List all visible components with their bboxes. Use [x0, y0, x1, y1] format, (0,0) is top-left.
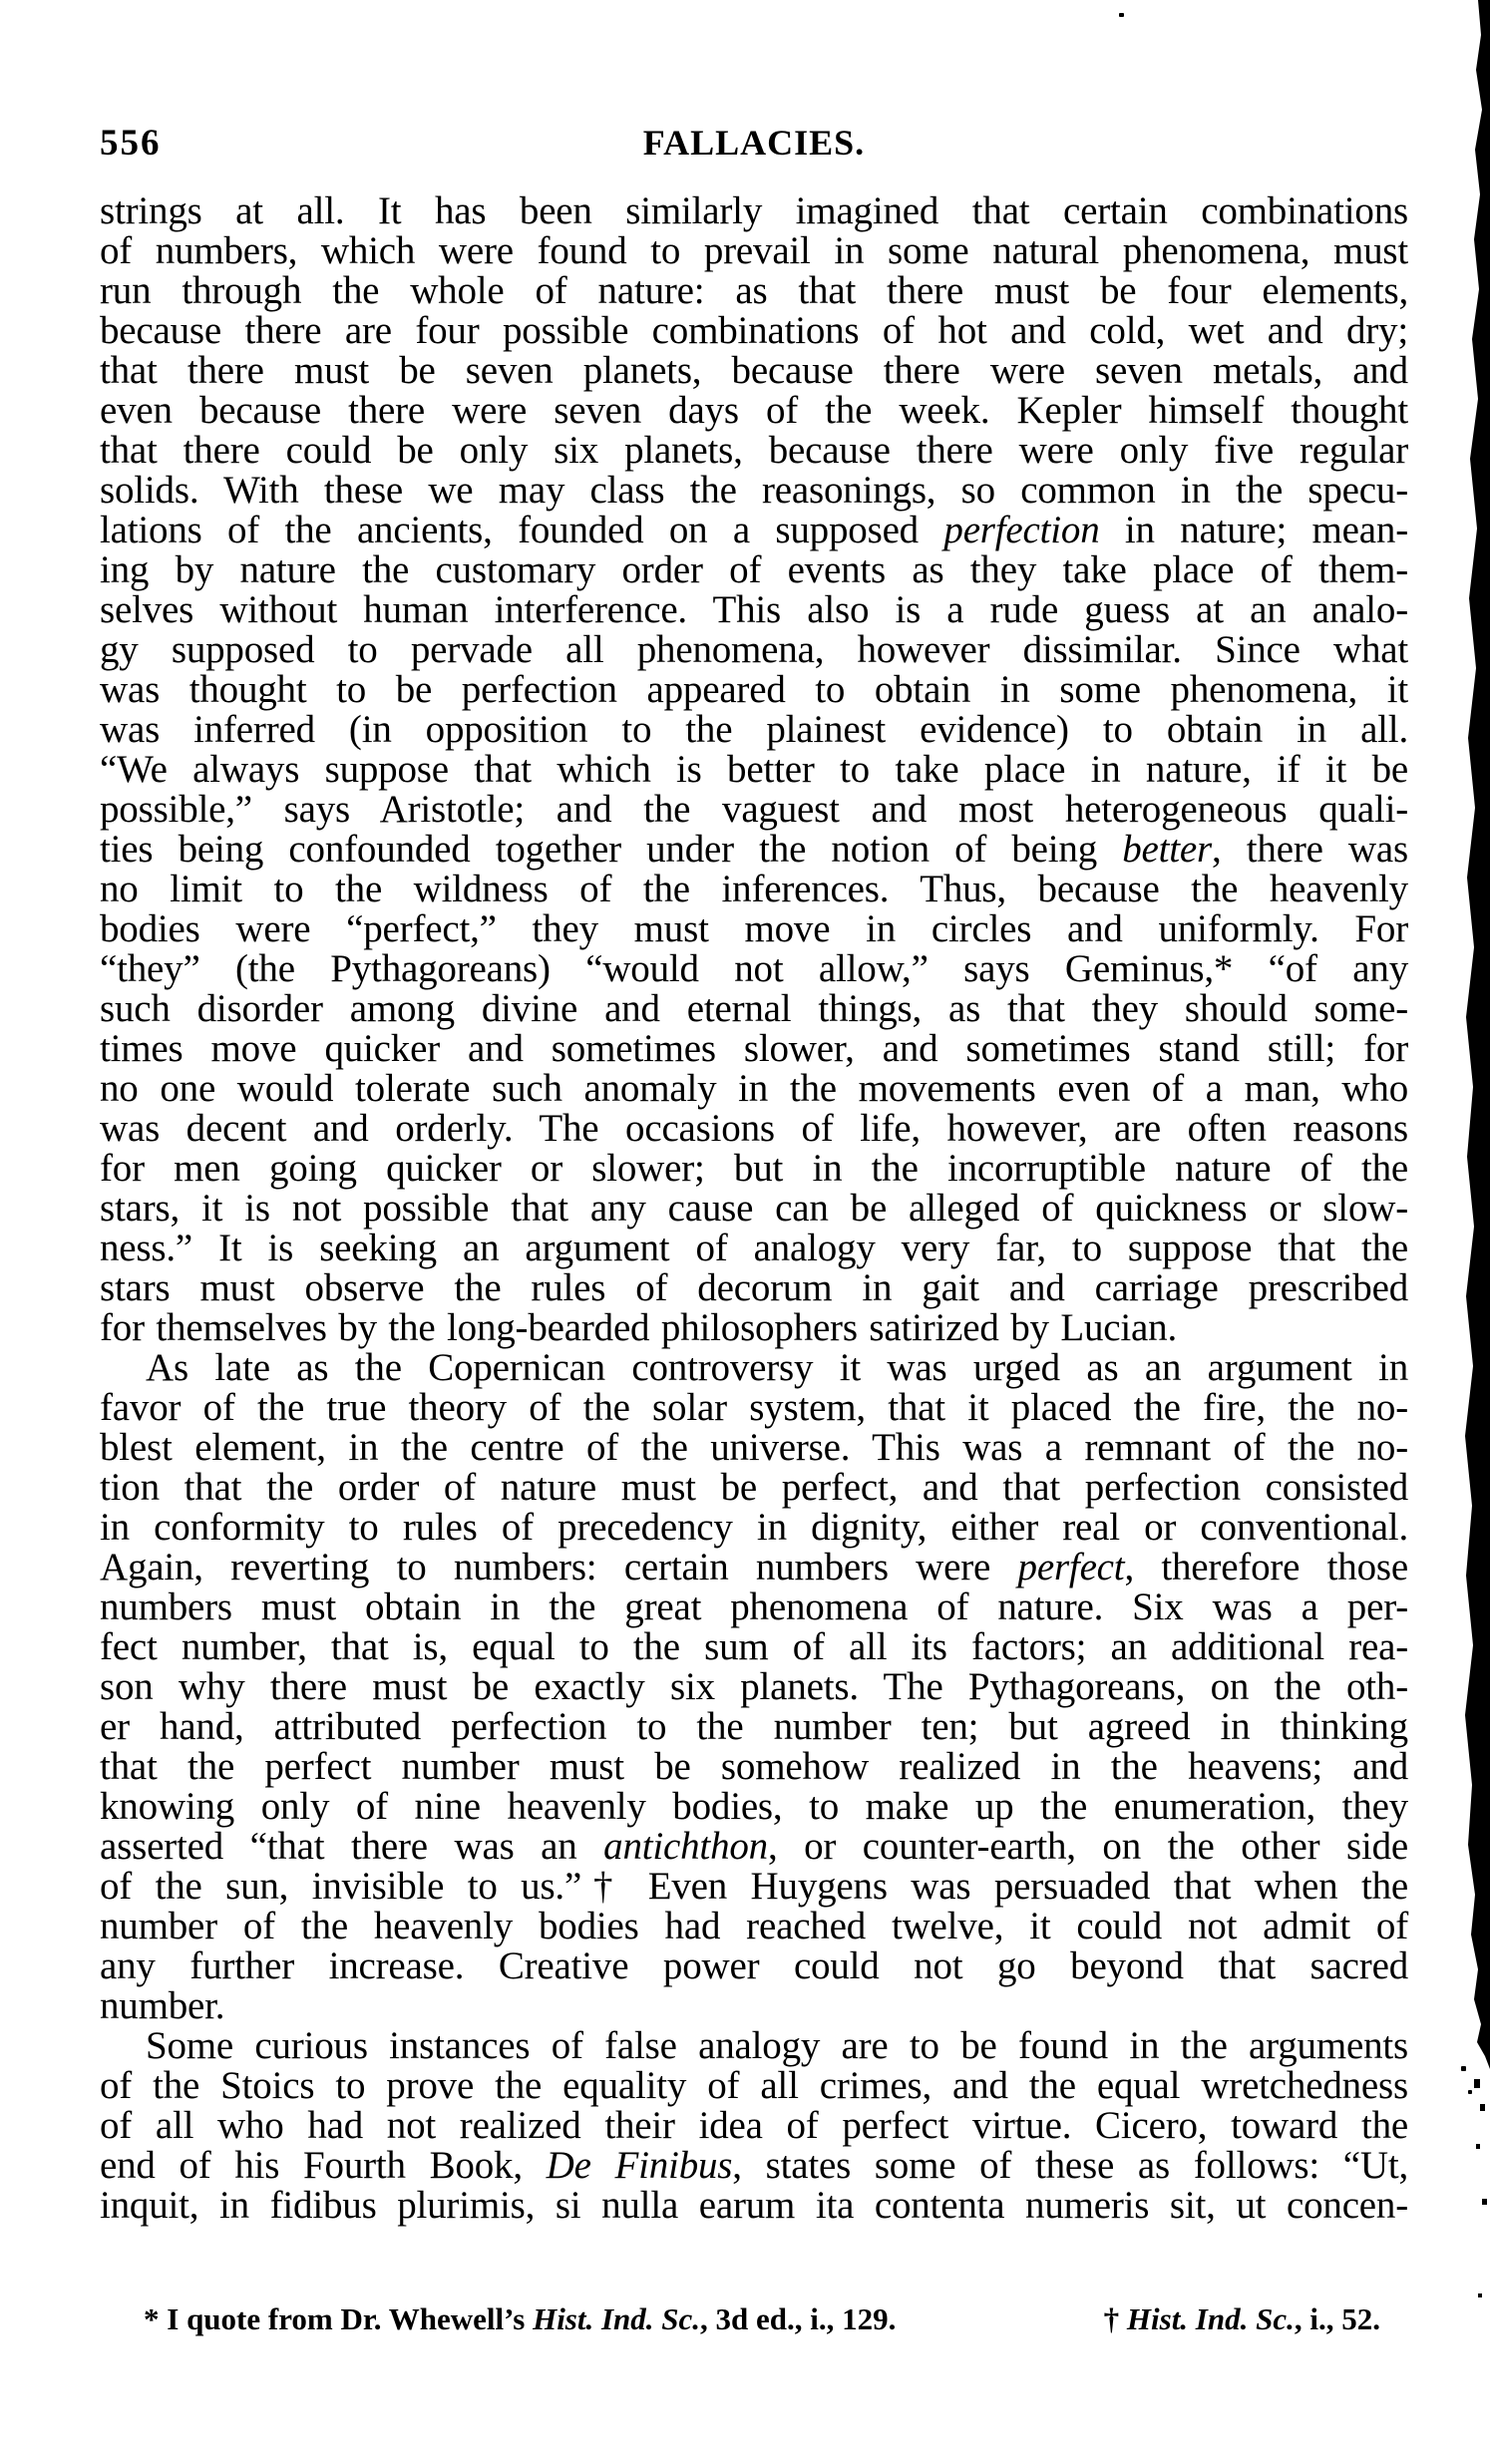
- italic-text-run: better: [1122, 828, 1213, 871]
- footnote: [100, 2301, 1408, 2337]
- text-line: [100, 1109, 1408, 1149]
- text-run: “they” (the Pythagoreans) “would not allow,” says Geminus,* “of any: [100, 947, 1408, 990]
- text-run: inquit, in fidibus plurimis, si nulla earum ita contenta numeris sit, ut concen-: [100, 2184, 1408, 2227]
- text-run: Again, reverting to numbers: certain numbers were: [100, 1546, 1018, 1588]
- text-line: [100, 2026, 1408, 2066]
- text-run: , there was: [1212, 828, 1408, 871]
- italic-text-run: Hist. Ind. Sc.: [1126, 2301, 1295, 2336]
- text-run: As late as the Copernican controversy it was urged as an argument in: [146, 1346, 1408, 1389]
- text-run: solids. With these we may class the reasonings, so common in the specu-: [100, 469, 1408, 512]
- text-run: run through the whole of nature: as that there must be four elements,: [100, 269, 1408, 312]
- text-line: [100, 1548, 1408, 1587]
- text-run: was decent and orderly. The occasions of life, however, are often reasons: [100, 1107, 1408, 1150]
- text-line: [100, 1907, 1408, 1946]
- text-run: no one would tolerate such anomaly in the movements even of a man, who: [100, 1067, 1408, 1110]
- text-run: possible,” says Aristotle; and the vaguest and most heterogeneous quali-: [100, 788, 1408, 831]
- scan-edge-artifact: [1464, 0, 1490, 2464]
- speckle: [1461, 2066, 1466, 2071]
- text-line: [100, 550, 1408, 590]
- text-line: [100, 790, 1408, 830]
- text-run: , therefore those: [1124, 1546, 1408, 1588]
- text-run: asserted “that there was an: [100, 1825, 604, 1868]
- text-line: [100, 2186, 1408, 2226]
- text-line: [100, 710, 1408, 750]
- italic-text-run: Hist. Ind. Sc.: [533, 2301, 701, 2336]
- text-run: of numbers, which were found to prevail in some natural phenomena, must: [100, 229, 1408, 272]
- text-run: that there could be only six planets, because there were only five regular: [100, 429, 1408, 472]
- italic-text-run: perfection: [943, 509, 1100, 551]
- footnote-first: [144, 2301, 896, 2337]
- text-line: [100, 1189, 1408, 1229]
- text-line: [100, 1149, 1408, 1189]
- text-line: [100, 1707, 1408, 1747]
- text-run: blest element, in the centre of the universe. This was a remnant of the no-: [100, 1426, 1408, 1469]
- text-run: stars, it is not possible that any cause can be alleged of quickness or slow-: [100, 1187, 1408, 1230]
- text-run: of the sun, invisible to us.”† Even Huygens was persuaded that when the: [100, 1865, 1408, 1908]
- text-line: [100, 630, 1408, 670]
- text-line: [100, 1787, 1408, 1827]
- text-line: [100, 191, 1408, 231]
- text-line: [100, 311, 1408, 351]
- text-run: gy supposed to pervade all phenomena, however dissimilar. Since what: [100, 628, 1408, 671]
- text-line: [100, 1308, 1408, 1348]
- speckle: [1119, 13, 1124, 17]
- page-number: 556: [100, 123, 162, 164]
- text-line: [100, 909, 1408, 949]
- text-line: [100, 431, 1408, 471]
- text-line: [100, 590, 1408, 630]
- text-run: was inferred (in opposition to the plainest evidence) to obtain in all.: [100, 708, 1408, 751]
- text-run: stars must observe the rules of decorum in gait and carriage prescribed: [100, 1266, 1408, 1309]
- text-line: [100, 471, 1408, 511]
- text-run: no limit to the wildness of the inferences. Thus, because the heavenly: [100, 868, 1408, 910]
- text-line: [100, 830, 1408, 870]
- text-run: fect number, that is, equal to the sum of all its factors; an additional rea-: [100, 1625, 1408, 1668]
- text-run: son why there must be exactly six planets. The Pythagoreans, on the oth-: [100, 1665, 1408, 1708]
- text-line: [100, 1268, 1408, 1308]
- text-run: for themselves by the long-bearded philosophers satirized by Lucian.: [100, 1306, 1178, 1349]
- text-run: ness.” It is seeking an argument of analogy very far, to suppose that the: [100, 1227, 1408, 1269]
- text-run: * I quote from Dr. Whewell’s: [144, 2301, 534, 2336]
- text-line: [100, 351, 1408, 391]
- text-run: such disorder among divine and eternal things, as that they should some-: [100, 987, 1408, 1030]
- text-line: [100, 1508, 1408, 1548]
- text-line: [100, 1867, 1408, 1907]
- text-run: was thought to be perfection appeared to obtain in some phenomena, it: [100, 668, 1408, 711]
- text-line: [100, 1229, 1408, 1268]
- text-run: number of the heavenly bodies had reached twelve, it could not admit of: [100, 1905, 1408, 1947]
- text-line: [100, 2106, 1408, 2146]
- text-run: bodies were “perfect,” they must move in circles and uniformly. For: [100, 907, 1408, 950]
- text-line: [100, 1388, 1408, 1428]
- text-run: in nature; mean-: [1099, 509, 1408, 551]
- text-line: [100, 271, 1408, 311]
- text-run: any further increase. Creative power could not go beyond that sacred: [100, 1944, 1408, 1987]
- text-line: [100, 1986, 1408, 2026]
- text-line: [100, 391, 1408, 431]
- text-run: lations of the ancients, founded on a supposed: [100, 509, 944, 551]
- text-line: [100, 670, 1408, 710]
- text-line: [100, 870, 1408, 909]
- text-run: †: [1103, 2301, 1127, 2336]
- text-run: times move quicker and sometimes slower, and sometimes stand still; for: [100, 1027, 1408, 1070]
- text-run: even because there were seven days of the week. Kepler himself thought: [100, 389, 1408, 432]
- text-line: [100, 1468, 1408, 1508]
- text-run: knowing only of nine heavenly bodies, to make up the enumeration, they: [100, 1785, 1408, 1828]
- text-line: [100, 1428, 1408, 1468]
- text-run: in conformity to rules of precedency in dignity, either real or conventional.: [100, 1506, 1408, 1549]
- text-line: [100, 511, 1408, 550]
- text-run: “We always suppose that which is better to take place in nature, if it be: [100, 748, 1408, 791]
- text-run: numbers must obtain in the great phenomena of nature. Six was a per-: [100, 1585, 1408, 1628]
- text-run: ing by nature the customary order of events as they take place of them-: [100, 548, 1408, 591]
- text-line: [100, 1587, 1408, 1627]
- text-run: , states some of these as follows: “Ut,: [732, 2144, 1409, 2187]
- text-line: [100, 1747, 1408, 1787]
- text-run: that there must be seven planets, because there were seven metals, and: [100, 349, 1408, 392]
- italic-text-run: antichthon: [603, 1825, 768, 1868]
- text-run: because there are four possible combinations of hot and cold, wet and dry;: [100, 309, 1408, 352]
- text-line: [100, 750, 1408, 790]
- italic-text-run: perfect: [1017, 1546, 1125, 1588]
- text-run: er hand, attributed perfection to the number ten; but agreed in thinking: [100, 1705, 1408, 1748]
- text-line: [100, 949, 1408, 989]
- footnote-second: [1104, 2301, 1380, 2337]
- text-run: , 3d ed., i., 129.: [700, 2301, 897, 2336]
- text-run: , or counter-earth, on the other side: [767, 1825, 1408, 1868]
- text-line: [100, 231, 1408, 271]
- italic-text-run: De Finibus: [546, 2144, 733, 2187]
- text-run: Some curious instances of false analogy are to be found in the arguments: [146, 2024, 1408, 2067]
- text-line: [100, 1627, 1408, 1667]
- text-run: number.: [100, 1984, 225, 2027]
- text-run: end of his Fourth Book,: [100, 2144, 547, 2187]
- page-header: [100, 122, 1408, 164]
- text-line: [100, 1946, 1408, 1986]
- text-run: favor of the true theory of the solar system, that it placed the fire, the no-: [100, 1386, 1408, 1429]
- text-run: ties being confounded together under the notion of being: [100, 828, 1123, 871]
- text-line: [100, 2146, 1408, 2186]
- text-run: for men going quicker or slower; but in the incorruptible nature of the: [100, 1147, 1408, 1190]
- text-line: [100, 1348, 1408, 1388]
- text-line: [100, 1029, 1408, 1069]
- text-line: [100, 1667, 1408, 1707]
- text-run: that the perfect number must be somehow realized in the heavens; and: [100, 1745, 1408, 1788]
- text-line: [100, 989, 1408, 1029]
- text-run: , i., 52.: [1294, 2301, 1380, 2336]
- speckle: [1468, 2090, 1472, 2094]
- text-run: of all who had not realized their idea of perfect virtue. Cicero, toward the: [100, 2104, 1408, 2147]
- text-line: [100, 1827, 1408, 1867]
- running-head: FALLACIES.: [642, 123, 866, 163]
- text-run: strings at all. It has been similarly imagined that certain combinations: [100, 189, 1408, 232]
- text-run: selves without human interference. This also is a rude guess at an analo-: [100, 588, 1408, 631]
- text-line: [100, 2066, 1408, 2106]
- body-text: [100, 191, 1408, 2226]
- text-run: tion that the order of nature must be perfect, and that perfection consisted: [100, 1466, 1408, 1509]
- text-run: of the Stoics to prove the equality of all crimes, and the equal wretchedness: [100, 2064, 1408, 2107]
- text-line: [100, 1069, 1408, 1109]
